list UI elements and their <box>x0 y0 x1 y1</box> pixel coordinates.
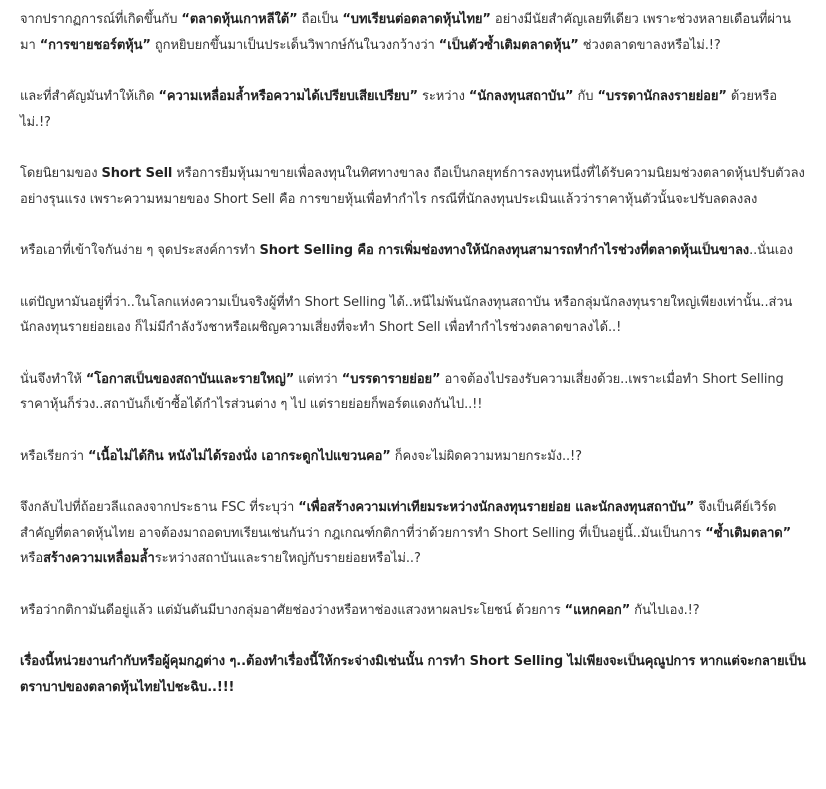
body-text: กับ <box>573 89 598 104</box>
article-paragraph <box>20 290 806 341</box>
emphasized-text: “การขายชอร์ตหุ้น” <box>39 37 151 53</box>
emphasized-text: เรื่องนี้หน่วยงานกำกับหรือผู้คุมกฎต่าง ๆ..ต้องทำเรื่องนี้ให้กระจ่างมิเช่นนั้น การทำ Short Selling ไม่เพียงจะเป็นคุณูปการ หากแต่จะกลายเป็นตราบาปของตลาดหุ้นไทยไปชะฉิบ..!!! <box>20 654 806 695</box>
emphasized-text: “บรรดารายย่อย” <box>341 371 441 387</box>
emphasized-text: “ตลาดหุ้นเกาหลีใต้” <box>181 12 298 27</box>
article-paragraph <box>20 84 806 135</box>
body-text: นั่นจึงทำให้ <box>20 371 86 387</box>
emphasized-text: “เพื่อสร้างความเท่าเทียมระหว่างนักลงทุนรายย่อย และนักลงทุนสถาบัน” <box>298 500 695 515</box>
article-paragraph <box>20 444 806 470</box>
body-text: จากปรากฏการณ์ที่เกิดขึ้นกับ <box>20 12 182 27</box>
body-text: หรือเรียกว่า <box>20 448 89 464</box>
emphasized-text: “แหกคอก” <box>564 602 631 618</box>
emphasized-text: สร้างความเหลื่อมล้ำ <box>43 551 155 566</box>
body-text: ช่วงตลาดขาลงหรือไม่.!? <box>578 37 721 53</box>
article-paragraph <box>20 161 806 212</box>
article-paragraph <box>20 7 806 58</box>
article-paragraph <box>20 598 806 624</box>
body-text: หรือ <box>20 551 44 566</box>
body-text: หรือว่ากติกามันดีอยู่แล้ว แต่มันดันมีบางกลุ่มอาศัยช่องว่างหรือหาช่องแสวงหาผลประโยชน์ ด้วยการ <box>20 602 565 618</box>
body-text: อย่างมีนัยสำคัญเลยทีเดียว เพราะช่วงหลายเดือนที่ผ่านมา <box>20 12 791 53</box>
body-text: อาจต้องไปรองรับความเสี่ยงด้วย..เพราะเมื่อทำ Short Selling ราคาหุ้นก็ร่วง..สถาบันก็เข้าซื้อได้กำไรส่วนต่าง ๆ ไป แต่รายย่อยก็พอร์ตแดงกันไป..!! <box>20 371 784 412</box>
body-text: หรือเอาที่เข้าใจกันง่าย ๆ จุดประสงค์การทำ <box>20 243 260 258</box>
emphasized-text: “บทเรียนต่อตลาดหุ้นไทย” <box>342 12 491 27</box>
body-text: ระหว่างสถาบันและรายใหญ่กับรายย่อยหรือไม่..? <box>154 551 421 566</box>
body-text: แต่ปัญหามันอยู่ที่ว่า..ในโลกแห่งความเป็นจริงผู้ที่ทำ Short Selling ได้..หนีไม่พ้นนักลงทุนสถาบัน หรือกลุ่มนักลงทุนรายใหญ่เพียงเท่านั้น..ส่วนนักลงทุนรายย่อยเอง ก็ไม่มีกำลังวังชาหรือเผชิญความเสี่ยงที่จะทำ Short Sell เพื่อทำกำไรช่วงตลาดขาลงได้..! <box>20 294 793 335</box>
article-paragraph <box>20 649 806 700</box>
body-text: หรือการยืมหุ้นมาขายเพื่อลงทุนในทิศทางขาลง ถือเป็นกลยุทธ์การลงทุนหนึ่งที่ได้รับความนิยมช่วงตลาดหุ้นปรับตัวลงอย่างรุนแรง เพราะความหมายของ Short Sell คือ การขายหุ้นเพื่อทำกำไร กรณีที่นักลงทุนประเมินแล้วว่าราคาหุ้นตัวนั้นจะปรับลดลงลง <box>20 166 805 207</box>
body-text: ด้วยหรือไม่.!? <box>20 89 777 130</box>
body-text: ถูกหยิบยกขึ้นมาเป็นประเด็นวิพากษ์กันในวงกว้างว่า <box>150 37 439 53</box>
body-text: ..นั่นเอง <box>749 243 793 258</box>
body-text: ก็คงจะไม่ผิดความหมายกระมัง..!? <box>390 448 582 464</box>
article-paragraph <box>20 238 806 264</box>
body-text: และที่สำคัญมันทำให้เกิด <box>20 89 159 104</box>
body-text: โดยนิยามของ <box>20 166 102 181</box>
emphasized-text: Short Selling คือ การเพิ่มช่องทางให้นักลงทุนสามารถทำกำไรช่วงที่ตลาดหุ้นเป็นขาลง <box>259 243 750 258</box>
emphasized-text: “โอกาสเป็นของสถาบันและรายใหญ่” <box>85 371 295 387</box>
emphasized-text: “เนื้อไม่ได้กิน หนังไม่ได้รองนั่ง เอากระดูกไปแขวนคอ” <box>88 448 391 464</box>
body-text: กันไปเอง.!? <box>630 602 700 618</box>
body-text: ระหว่าง <box>417 89 469 104</box>
emphasized-text: “เป็นตัวซ้ำเติมตลาดหุ้น” <box>438 37 579 53</box>
emphasized-text: “ความเหลื่อมล้ำหรือความได้เปรียบเสียเปรียบ” <box>158 89 418 104</box>
emphasized-text: “นักลงทุนสถาบัน” <box>468 89 574 104</box>
body-text: จึงเป็นคีย์เวิร์ดสำคัญที่ตลาดหุ้นไทย อาจต้องมาถอดบทเรียนเช่นกันว่า กฎเกณฑ์กติกาที่ว่าด้วยการทำ Short Selling ที่เป็นอยู่นี้..มันเป็นการ <box>20 500 777 541</box>
body-text: แต่ทว่า <box>294 371 342 387</box>
article-paragraph <box>20 367 806 418</box>
emphasized-text: “บรรดานักลงรายย่อย” <box>597 89 727 104</box>
body-text: ถือเป็น <box>297 12 343 27</box>
emphasized-text: “ซ้ำเติมตลาด” <box>705 525 792 541</box>
emphasized-text: Short Sell <box>101 166 173 181</box>
body-text: จึงกลับไปที่ถ้อยวลีแถลงจากประธาน FSC ที่ระบุว่า <box>20 500 299 515</box>
article-paragraph <box>20 495 806 572</box>
